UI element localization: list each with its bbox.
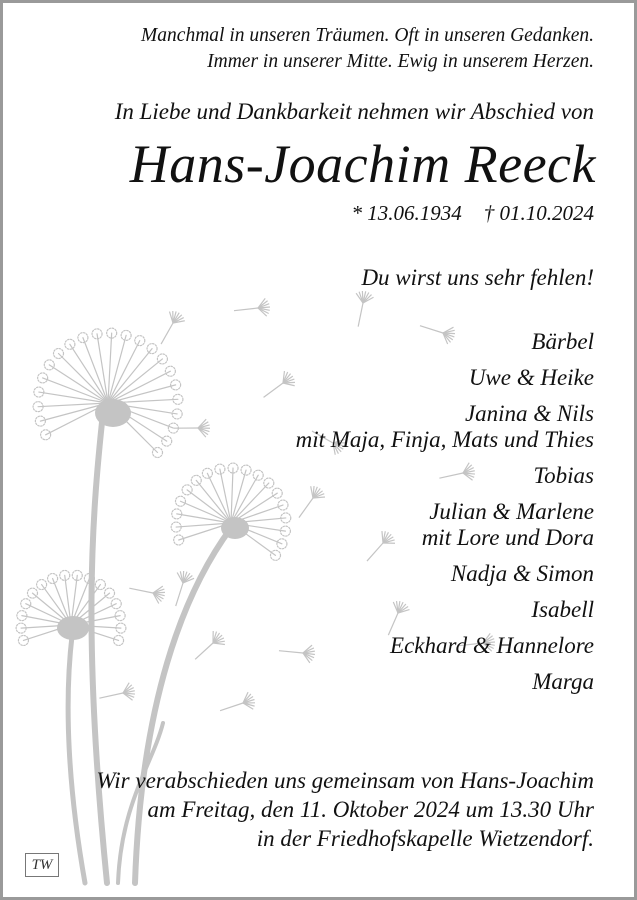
death-date: † 01.10.2024 [483, 201, 594, 225]
mourner-name: mit Lore und Dora [421, 525, 594, 550]
publisher-logo: TW [25, 853, 59, 877]
mourner-group [296, 499, 594, 551]
farewell-line: Du wirst uns sehr fehlen! [361, 265, 594, 290]
quote-line-2: Immer in unserer Mitte. Ewig in unserem Herzen. [207, 51, 594, 72]
mourner-group [296, 401, 594, 453]
mourner-group [296, 597, 594, 623]
mourner-group [296, 561, 594, 587]
intro-line: In Liebe und Dankbarkeit nehmen wir Abschied von [114, 99, 594, 124]
quote-block [141, 23, 594, 75]
mourner-name: Tobias [533, 463, 594, 488]
mourner-name: Eckhard & Hannelore [390, 633, 594, 658]
mourner-name: Isabell [531, 597, 594, 622]
mourner-name: Bärbel [531, 329, 594, 354]
mourner-name: Uwe & Heike [468, 365, 594, 390]
service-line-3: in der Friedhofskapelle Wietzendorf. [256, 826, 594, 851]
mourner-name: mit Maja, Finja, Mats und Thies [295, 427, 594, 452]
service-info [96, 766, 594, 853]
service-line-2: am Freitag, den 11. Oktober 2024 um 13.30 Uhr [147, 797, 594, 822]
service-line-1: Wir verabschieden uns gemeinsam von Hans-Joachim [96, 768, 594, 793]
mourner-name: Janina & Nils [464, 401, 594, 426]
mourner-name: Marga [532, 669, 594, 694]
mourner-group [296, 463, 594, 489]
quote-line-1: Manchmal in unseren Träumen. Oft in unseren Gedanken. [141, 25, 594, 46]
mourner-name: Nadja & Simon [450, 561, 594, 586]
mourner-group [296, 669, 594, 695]
mourners-list [296, 329, 594, 705]
birth-date: * 13.06.1934 [351, 201, 462, 225]
deceased-name: Hans-Joachim Reeck [129, 134, 596, 194]
mourner-group [296, 633, 594, 659]
life-dates [352, 201, 595, 226]
mourner-name: Julian & Marlene [429, 499, 594, 524]
mourner-group [296, 329, 594, 355]
mourner-group [296, 365, 594, 391]
